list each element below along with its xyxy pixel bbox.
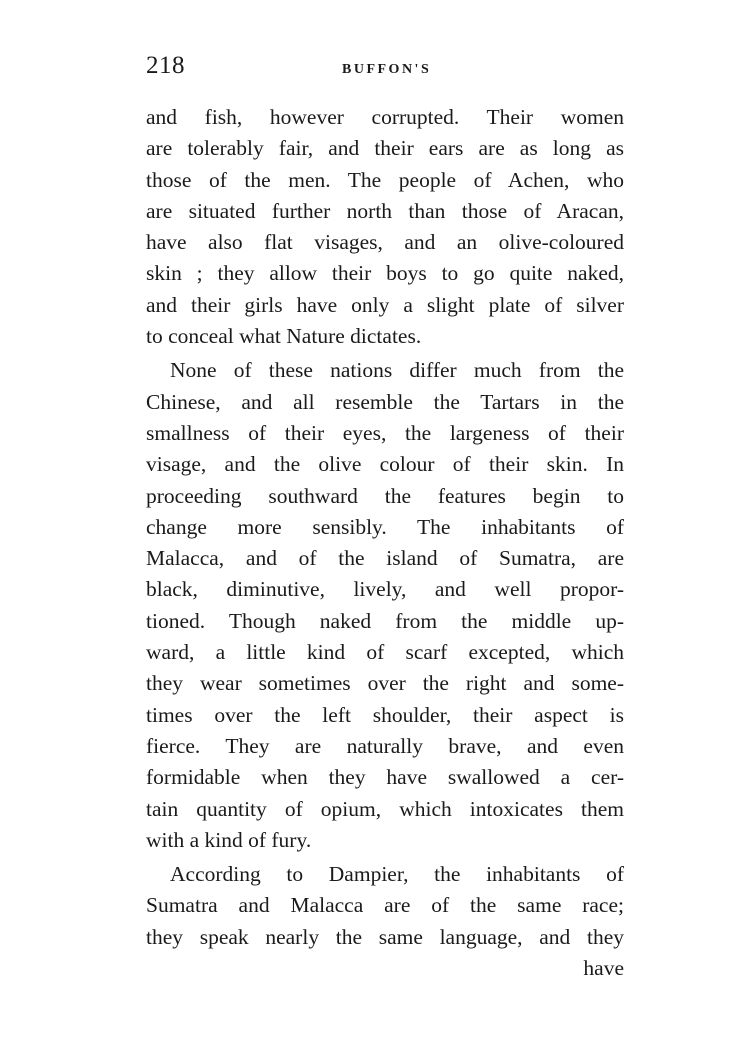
page-number: 218 bbox=[146, 52, 185, 79]
text-line: are situated further north than those of Aracan, bbox=[146, 198, 624, 223]
text-line: and fish, however corrupted. Their women bbox=[146, 105, 624, 129]
text-line: proceeding southward the features begin to bbox=[146, 483, 624, 508]
catchword: have bbox=[583, 956, 624, 981]
text-line: According to Dampier, the inhabitants of bbox=[170, 862, 624, 887]
text-line: skin ; they allow their boys to go quite naked, bbox=[146, 261, 624, 286]
running-head: BUFFON'S bbox=[342, 62, 432, 77]
text-line: ward, a little kind of scarf excepted, which bbox=[146, 640, 624, 665]
text-line: Sumatra and Malacca are of the same race; bbox=[146, 893, 624, 918]
text-line: times over the left shoulder, their aspect is bbox=[146, 702, 624, 727]
text-line: fierce. They are naturally brave, and even bbox=[146, 733, 624, 758]
text-line: with a kind of fury. bbox=[146, 827, 312, 852]
text-line: Chinese, and all resemble the Tartars in the bbox=[146, 389, 624, 414]
text-line: they wear sometimes over the right and some- bbox=[146, 671, 624, 696]
text-line: tioned. Though naked from the middle up- bbox=[146, 608, 624, 633]
paragraph bbox=[146, 102, 624, 352]
text-line: Malacca, and of the island of Sumatra, are bbox=[146, 546, 624, 571]
text-line: change more sensibly. The inhabitants of bbox=[146, 514, 624, 539]
body-text bbox=[146, 102, 624, 984]
text-line: formidable when they have swallowed a cer- bbox=[146, 765, 624, 790]
text-line: black, diminutive, lively, and well propor- bbox=[146, 577, 624, 602]
text-line: to conceal what Nature dictates. bbox=[146, 324, 422, 349]
text-line: smallness of their eyes, the largeness of their bbox=[146, 420, 624, 445]
paragraph bbox=[146, 859, 624, 953]
text-line: they speak nearly the same language, and they bbox=[146, 924, 624, 949]
text-line: None of these nations differ much from the bbox=[170, 358, 624, 383]
text-line: those of the men. The people of Achen, who bbox=[146, 167, 624, 192]
text-line: have also flat visages, and an olive-coloured bbox=[146, 230, 624, 255]
text-line: tain quantity of opium, which intoxicates them bbox=[146, 796, 624, 821]
text-line: visage, and the olive colour of their skin. In bbox=[146, 452, 624, 477]
text-line: and their girls have only a slight plate of silver bbox=[146, 292, 624, 317]
page-header bbox=[146, 52, 624, 88]
paragraph bbox=[146, 355, 624, 856]
text-line: are tolerably fair, and their ears are as long as bbox=[146, 136, 624, 161]
